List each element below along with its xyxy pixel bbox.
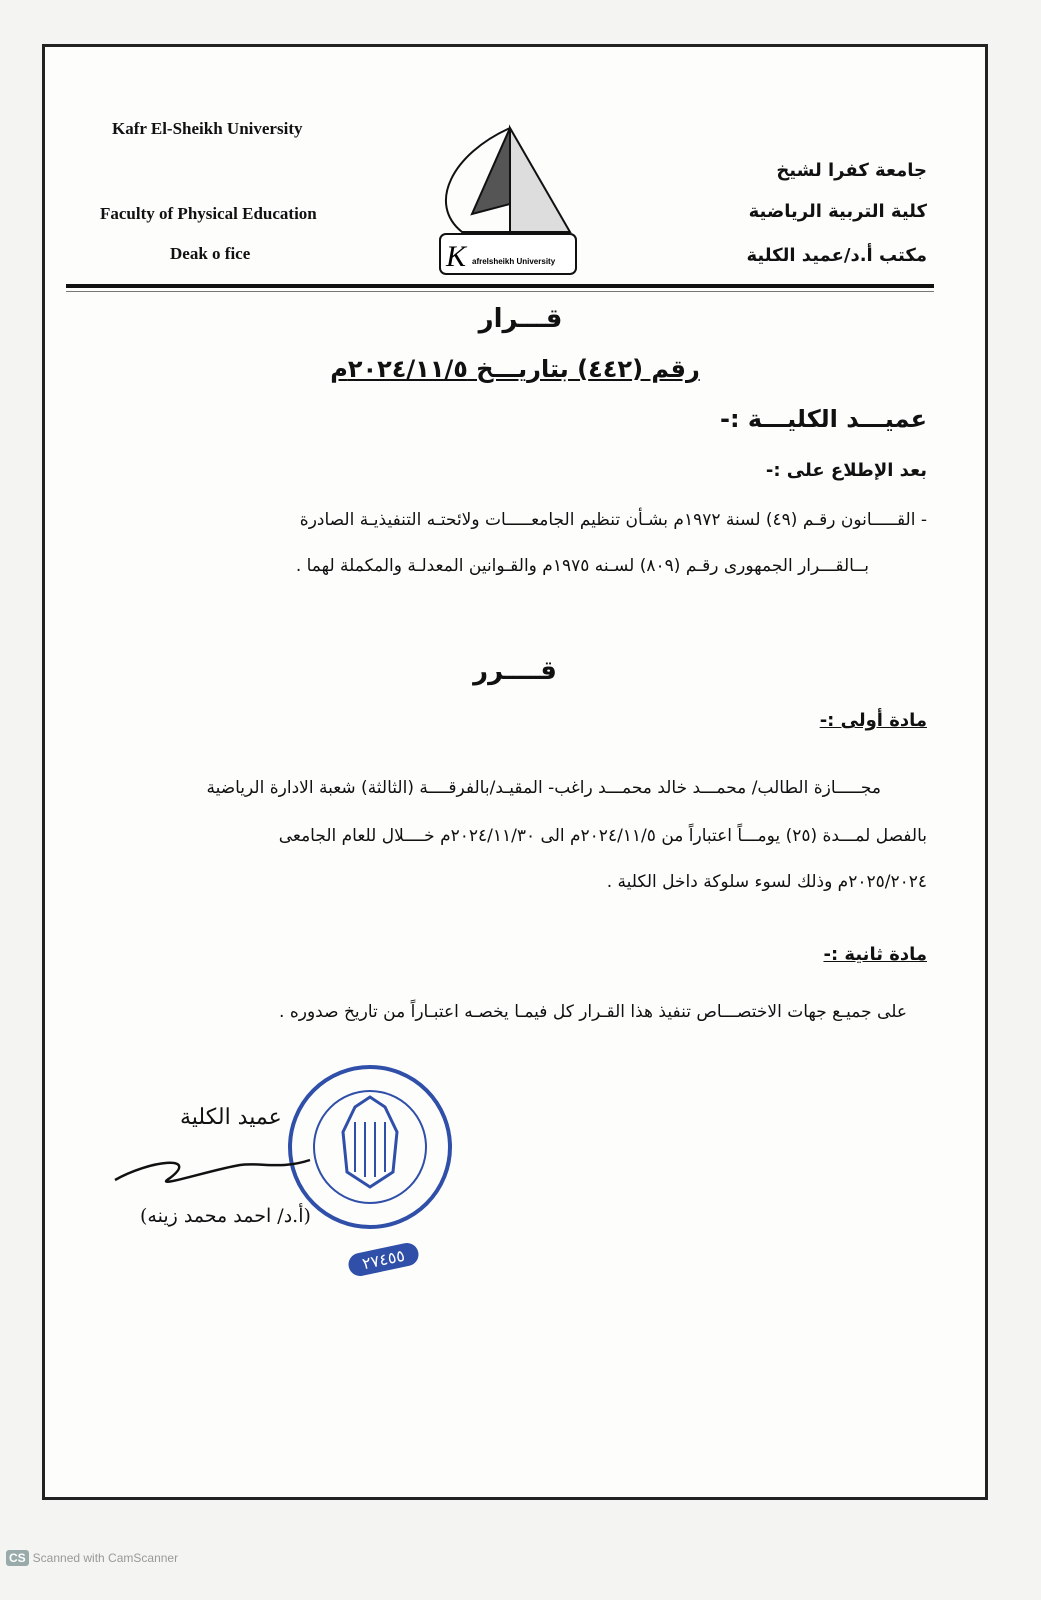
svg-text:K: K <box>446 240 467 273</box>
article-1-title: مادة أولى :- <box>819 710 927 731</box>
watermark-text: Scanned with CamScanner <box>32 1551 179 1565</box>
svg-text:afrelsheikh University: afrelsheikh University <box>472 257 556 266</box>
camscanner-logo-icon: CS <box>6 1550 29 1566</box>
decided-heading: قــــرر <box>473 656 557 686</box>
after-review-heading: بعد الإطلاع على :- <box>765 460 927 481</box>
scanner-watermark <box>6 1550 178 1566</box>
law-line-1: - القـــــانون رقـم (٤٩) لسنة ١٩٧٢م بشـأن تنظيم الجامعـــــات ولائحتـه التنفيذيـة الصادرة <box>299 510 927 530</box>
en-faculty: Faculty of Physical Education <box>100 204 317 223</box>
handwritten-signature <box>110 1140 330 1200</box>
signature-title: عميد الكلية <box>180 1105 282 1130</box>
article-1-line-3: ٢٠٢٥/٢٠٢٤م وذلك لسوء سلوكة داخل الكلية . <box>606 872 927 892</box>
signatory-name: (أ.د/ احمد محمد زينه) <box>140 1205 311 1227</box>
article-2-title: مادة ثانية :- <box>823 944 927 965</box>
ar-faculty: كلية التربية الرياضية <box>748 201 927 222</box>
article-1-line-1: مجـــــازة الطالب/ محمـــد خالد محمـــد راغب- المقيـد/بالفرقــــة (الثالثة) شعبة الادارة الرياضية <box>206 778 881 798</box>
decision-title: قـــرار <box>478 304 563 334</box>
ar-office: مكتب أ.د/عميد الكلية <box>746 245 927 266</box>
decision-number-date: رقم (٤٤٢) بتاريـــخ ٢٠٢٤/١١/٥م <box>330 355 700 383</box>
header-divider <box>66 284 934 288</box>
en-office: Deak o fice <box>170 244 251 263</box>
header-divider-thin <box>66 291 934 292</box>
dean-heading: عميـــد الكليـــة :- <box>720 405 927 433</box>
article-2-line-1: على جميـع جهات الاختصـــاص تنفيذ هذا القـرار كل فيمـا يخصـه اعتبـاراً من تاريخ صدوره . <box>279 1002 907 1022</box>
en-university: Kafr El-Sheikh University <box>112 119 303 138</box>
article-1-line-2: بالفصل لمـــدة (٢٥) يومـــاً اعتباراً من ٢٠٢٤/١١/٥م الى ٢٠٢٤/١١/٣٠م خــــلال للعام الجامعى <box>278 826 927 846</box>
university-logo <box>432 124 582 280</box>
law-line-2: بــالقـــرار الجمهورى رقـم (٨٠٩) لسـنه ١٩٧٥م والقـوانين المعدلـة والمكملة لهما . <box>295 556 869 576</box>
ar-university: جامعة كفرا لشيخ <box>776 160 927 181</box>
stamp-number: ٢٧٤٥٥ <box>346 1241 420 1278</box>
